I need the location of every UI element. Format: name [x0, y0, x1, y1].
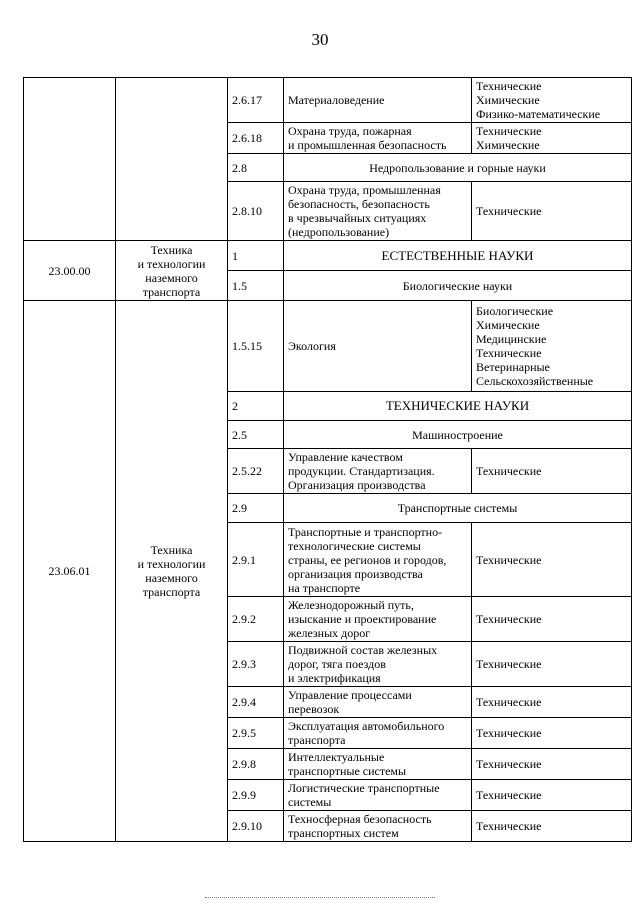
science-branches: Технические	[472, 642, 632, 687]
table-row	[24, 78, 632, 123]
science-branches: Технические	[472, 449, 632, 494]
area-code: 1	[228, 241, 284, 271]
specialty-code: 23.06.01	[24, 301, 116, 842]
science-branches: Технические	[472, 523, 632, 597]
science-code: 2.9.5	[228, 718, 284, 749]
science-branches: Технические	[472, 687, 632, 718]
table-row	[24, 301, 632, 392]
page-number: 30	[311, 30, 329, 49]
specialty-name: Техника и технологии наземного транспорта	[116, 301, 228, 842]
science-code: 2.9.2	[228, 597, 284, 642]
scan-edge-mark	[205, 897, 435, 898]
science-name: Экология	[284, 301, 472, 392]
science-branches: Технические Химические	[472, 123, 632, 154]
group-title: Биологические науки	[284, 271, 632, 301]
science-name: Охрана труда, промышленная безопасность, безопасность в чрезвычайных ситуациях (недропользование)	[284, 182, 472, 241]
science-branches: Технические	[472, 780, 632, 811]
group-code: 2.8	[228, 154, 284, 182]
specialty-code: 23.00.00	[24, 241, 116, 301]
science-name: Управление процессами перевозок	[284, 687, 472, 718]
science-code: 2.6.18	[228, 123, 284, 154]
science-branches: Технические	[472, 811, 632, 842]
group-title: Транспортные системы	[284, 494, 632, 523]
science-name: Техносферная безопасность транспортных систем	[284, 811, 472, 842]
specialties-table	[23, 77, 632, 842]
science-branches: Технические	[472, 597, 632, 642]
area-code: 2	[228, 392, 284, 421]
science-code: 2.9.10	[228, 811, 284, 842]
area-title: ТЕХНИЧЕСКИЕ НАУКИ	[284, 392, 632, 421]
specialty-code-cell	[24, 78, 116, 241]
specialty-name: Техника и технологии наземного транспорта	[116, 241, 228, 301]
table-row	[24, 241, 632, 271]
science-code: 1.5.15	[228, 301, 284, 392]
science-branches: Технические Химические Физико-математические	[472, 78, 632, 123]
group-title: Недропользование и горные науки	[284, 154, 632, 182]
group-code: 2.9	[228, 494, 284, 523]
science-code: 2.9.1	[228, 523, 284, 597]
specialty-name-cell	[116, 78, 228, 241]
area-title: ЕСТЕСТВЕННЫЕ НАУКИ	[284, 241, 632, 271]
science-branches: Технические	[472, 749, 632, 780]
science-code: 2.9.3	[228, 642, 284, 687]
science-name: Железнодорожный путь, изыскание и проектирование железных дорог	[284, 597, 472, 642]
science-code: 2.5.22	[228, 449, 284, 494]
science-name: Интеллектуальные транспортные системы	[284, 749, 472, 780]
science-code: 2.9.8	[228, 749, 284, 780]
science-branches: Технические	[472, 718, 632, 749]
science-name: Транспортные и транспортно- технологические системы страны, ее регионов и городов, организация производства на транспорте	[284, 523, 472, 597]
science-code: 2.9.4	[228, 687, 284, 718]
science-code: 2.6.17	[228, 78, 284, 123]
science-code: 2.8.10	[228, 182, 284, 241]
science-code: 2.9.9	[228, 780, 284, 811]
group-code: 2.5	[228, 421, 284, 449]
science-branches: Биологические Химические Медицинские Технические Ветеринарные Сельскохозяйственные	[472, 301, 632, 392]
science-branches: Технические	[472, 182, 632, 241]
science-name: Логистические транспортные системы	[284, 780, 472, 811]
science-name: Управление качеством продукции. Стандартизация. Организация производства	[284, 449, 472, 494]
group-code: 1.5	[228, 271, 284, 301]
science-name: Эксплуатация автомобильного транспорта	[284, 718, 472, 749]
science-name: Материаловедение	[284, 78, 472, 123]
science-name: Подвижной состав железных дорог, тяга поездов и электрификация	[284, 642, 472, 687]
group-title: Машиностроение	[284, 421, 632, 449]
science-name: Охрана труда, пожарная и промышленная безопасность	[284, 123, 472, 154]
